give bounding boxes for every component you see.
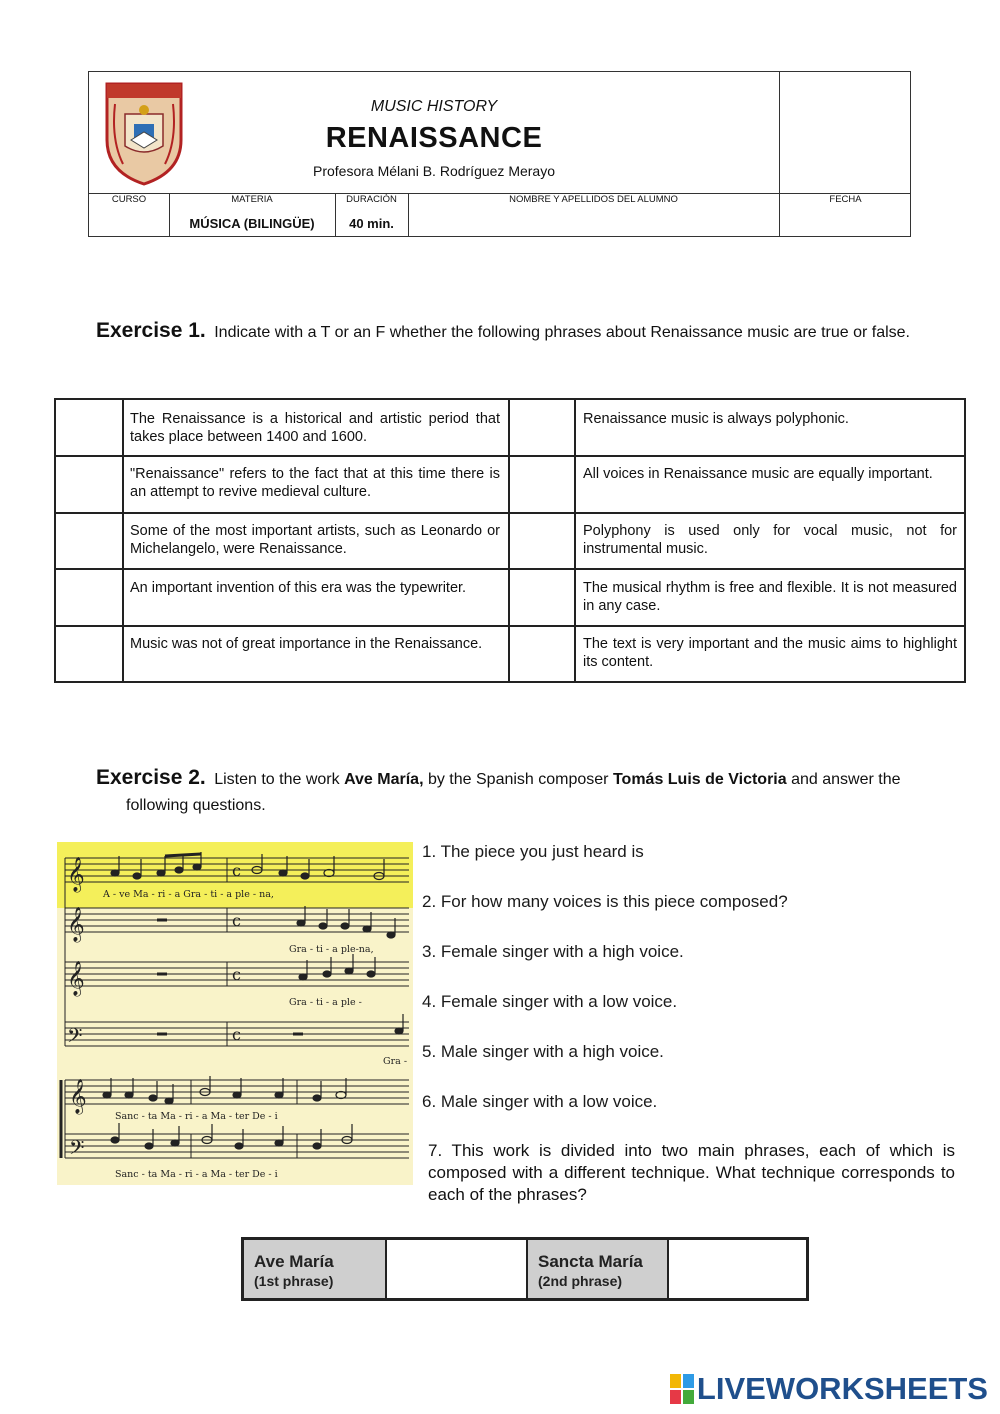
statement-left-5: Music was not of great importance in the Renaissance. (130, 636, 483, 652)
lyrics-line: Gra - ti - a ple - (289, 997, 362, 1008)
svg-text:c: c (232, 1025, 241, 1044)
music-score-image (57, 842, 413, 1185)
statement-right-5: The text is very important and the music aims to highlight its content. (583, 636, 957, 670)
exercise1-heading (96, 318, 956, 346)
exercise1-instruction: Indicate with a T or an F whether the following phrases about Renaissance music are true or false. (214, 324, 910, 341)
answer-box-right-3[interactable] (510, 514, 574, 568)
statement-right-3: Polyphony is used only for vocal music, not for instrumental music. (583, 523, 957, 557)
exercise1-number: Exercise 1. (96, 319, 206, 342)
phrase-1-label (244, 1240, 385, 1291)
statement-left-1: The Renaissance is a historical and artistic period that takes place between 1400 and 1600. (130, 411, 500, 445)
label-duracion: DURACIÓN (346, 194, 397, 205)
exercise2-instruction-post: and answer the following questions. (126, 771, 901, 814)
brand-name: LIVEWORKSHEETS (696, 1371, 988, 1406)
lyrics-line: Gra - ti - a ple-na, (289, 944, 374, 955)
page-title: RENAISSANCE (325, 122, 543, 154)
phrase-2-sub: (2nd phrase) (538, 1273, 623, 1289)
bass-clef-icon: 𝄢 (67, 1024, 83, 1052)
work-title: Ave María, (344, 771, 424, 788)
answer-box-right-1[interactable] (510, 400, 574, 455)
label-curso: CURSO (111, 194, 147, 205)
phrase-1-label-cell (244, 1240, 385, 1298)
question-1: 1. The piece you just heard is (422, 842, 644, 861)
true-false-table (54, 398, 966, 683)
label-nombre: NOMBRE Y APELLIDOS DEL ALUMNO (509, 194, 678, 205)
question-5: 5. Male singer with a high voice. (422, 1042, 664, 1061)
label-fecha: FECHA (829, 194, 862, 205)
exercise2-instruction-pre: Listen to the work (214, 771, 345, 788)
header-table (88, 71, 911, 237)
header-divider (779, 72, 780, 236)
phrase-1-name: Ave María (254, 1252, 334, 1271)
phrase-table (241, 1237, 809, 1301)
lyrics-line: A - ve Ma - ri - a Gra - ti - a ple - na, (103, 889, 274, 900)
answer-box-right-5[interactable] (510, 627, 574, 681)
music-score (57, 842, 413, 1185)
value-materia: MÚSICA (BILINGÜE) (189, 216, 315, 231)
svg-text:c: c (232, 965, 241, 984)
statement-right-2: All voices in Renaissance music are equally important. (583, 466, 933, 482)
phrase-2-label-cell (528, 1240, 667, 1298)
answer-box-left-1[interactable] (56, 400, 122, 455)
treble-clef-icon: 𝄞 (67, 857, 85, 892)
treble-clef-icon: 𝄞 (69, 1079, 87, 1114)
question-2: 2. For how many voices is this piece composed? (422, 892, 788, 911)
phrase-2-name: Sancta María (538, 1252, 643, 1271)
value-duracion: 40 min. (349, 216, 394, 231)
exercise2-heading (96, 765, 956, 819)
label-materia: MATERIA (231, 194, 273, 205)
treble-clef-icon: 𝄞 (67, 961, 85, 996)
phrase-1-answer-box[interactable] (387, 1240, 526, 1298)
statement-right-4: The musical rhythm is free and flexible. It is not measured in any case. (583, 580, 957, 614)
col-divider (574, 400, 576, 681)
question-4: 4. Female singer with a low voice. (422, 992, 678, 1011)
treble-clef-icon: 𝄞 (67, 907, 85, 942)
phrase-1-sub: (1st phrase) (254, 1273, 334, 1289)
teacher-name: Profesora Mélani B. Rodríguez Merayo (313, 163, 555, 179)
phrase-2-answer-box[interactable] (669, 1240, 806, 1298)
statement-left-2: "Renaissance" refers to the fact that at this time there is an attempt to revive medieval culture. (130, 466, 500, 500)
exercise2-number: Exercise 2. (96, 766, 206, 789)
statement-left-3: Some of the most important artists, such as Leonardo or Michelangelo, were Renaissance. (130, 523, 500, 557)
question-6: 6. Male singer with a low voice. (422, 1092, 658, 1111)
question-3: 3. Female singer with a high voice. (422, 942, 684, 961)
answer-box-left-3[interactable] (56, 514, 122, 568)
answer-box-right-2[interactable] (510, 457, 574, 512)
liveworksheets-logo[interactable] (670, 1372, 988, 1406)
lyrics-line: Sanc - ta Ma - ri - a Ma - ter De - i (115, 1111, 278, 1122)
statement-right-1: Renaissance music is always polyphonic. (583, 411, 849, 427)
svg-text:c: c (232, 911, 241, 930)
statement-left-4: An important invention of this era was the typewriter. (130, 580, 467, 596)
phrase-2-label (528, 1240, 667, 1291)
composer-name: Tomás Luis de Victoria (612, 771, 787, 788)
answer-box-left-2[interactable] (56, 457, 122, 512)
bass-clef-icon: 𝄢 (69, 1136, 85, 1164)
answer-box-right-4[interactable] (510, 570, 574, 625)
question-7: 7. This work is divided into two main phrases, each of which is composed with a different technique. What technique corresponds to each of the phrases? (428, 1141, 955, 1204)
col-divider (122, 400, 124, 681)
answer-box-left-5[interactable] (56, 627, 122, 681)
answer-box-left-4[interactable] (56, 570, 122, 625)
liveworksheets-icon (670, 1374, 694, 1404)
header-subtitle: MUSIC HISTORY (370, 98, 498, 115)
lyrics-line: Sanc - ta Ma - ri - a Ma - ter De - i (115, 1169, 278, 1180)
svg-text:c: c (232, 861, 241, 880)
exercise2-instruction-mid: by the Spanish composer (423, 771, 613, 788)
lyrics-line: Gra - (383, 1056, 408, 1067)
